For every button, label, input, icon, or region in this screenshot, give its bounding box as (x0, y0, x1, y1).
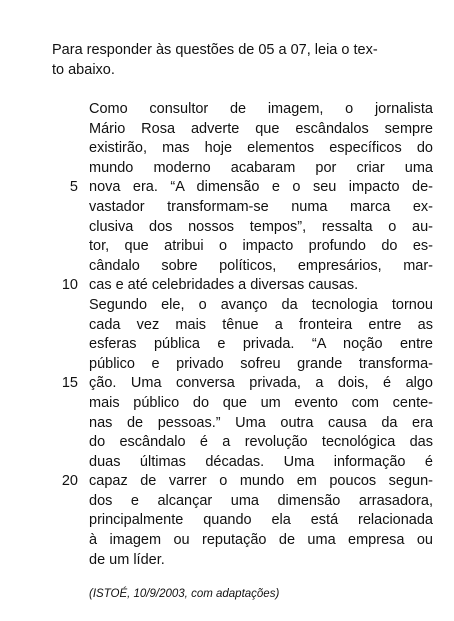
passage-line-text: do escândalo é a revolução tecnológica das (89, 434, 433, 451)
instructions (52, 40, 442, 80)
passage-line (0, 120, 454, 140)
passage-line-text: Segundo ele, o avanço da tecnologia tornou (89, 296, 433, 313)
passage-line (0, 276, 454, 296)
passage-line (0, 100, 454, 120)
passage-line-text: duas últimas décadas. Uma informação é (89, 453, 433, 470)
passage-line (0, 374, 454, 394)
passage-line (0, 198, 454, 218)
passage-line-text: mundo moderno acabaram por criar uma (89, 159, 433, 176)
passage-line (0, 453, 454, 473)
passage-line (0, 511, 454, 531)
passage-line-text: cada vez mais tênue a fronteira entre as (89, 316, 433, 333)
passage-line (0, 139, 454, 159)
passage-line-text: cas e até celebridades a diversas causas. (89, 277, 359, 294)
passage-line-text: mais público do que um evento com cente- (89, 394, 433, 411)
passage-line (0, 257, 454, 277)
reading-passage (0, 100, 454, 570)
passage-line (0, 355, 454, 375)
passage-line-text: à imagem ou reputação de uma empresa ou (89, 532, 433, 549)
passage-line-text: esferas pública e privada. “A noção entre (89, 336, 433, 353)
line-number: 15 (61, 375, 78, 392)
passage-line-text: Mário Rosa adverte que escândalos sempre (89, 120, 433, 137)
passage-line (0, 159, 454, 179)
passage-line-text: capaz de varrer o mundo em poucos segun- (89, 473, 433, 490)
passage-line (0, 178, 454, 198)
passage-line-text: clusiva dos nossos tempos”, ressalta o au- (89, 218, 433, 235)
passage-line (0, 394, 454, 414)
line-number: 20 (61, 473, 78, 490)
source-citation: (ISTOÉ, 10/9/2003, com adaptações) (89, 588, 280, 600)
passage-line-text: nova era. “A dimensão e o seu impacto de- (89, 179, 433, 196)
passage-line (0, 414, 454, 434)
line-number: 10 (61, 277, 78, 294)
passage-line-text: principalmente quando ela está relacionada (89, 512, 433, 529)
passage-line-text: de um líder. (89, 551, 165, 568)
passage-line-text: Como consultor de imagem, o jornalista (89, 101, 433, 117)
passage-line (0, 237, 454, 257)
passage-line-text: público e privado sofreu grande transforma- (89, 355, 433, 372)
passage-line-text: tor, que atribui o impacto profundo do es- (89, 238, 433, 255)
passage-line (0, 296, 454, 316)
passage-line (0, 472, 454, 492)
passage-line-text: ção. Uma conversa privada, a dois, é algo (89, 375, 433, 392)
passage-line-text: vastador transformam-se numa marca ex- (89, 198, 433, 215)
passage-line (0, 218, 454, 238)
line-number: 5 (69, 179, 78, 196)
passage-line (0, 316, 454, 336)
passage-line-text: existirão, mas hoje elementos específicos do (89, 140, 433, 157)
passage-line (0, 551, 454, 571)
passage-line (0, 433, 454, 453)
passage-line-text: cândalo sobre políticos, empresários, mar- (89, 257, 433, 274)
instructions-line-1: Para responder às questões de 05 a 07, leia o tex- (52, 42, 378, 58)
instructions-line-2: to abaixo. (52, 62, 115, 78)
passage-line (0, 335, 454, 355)
passage-line (0, 531, 454, 551)
passage-line-text: nas de pessoas.” Uma outra causa da era (89, 414, 433, 431)
passage-line-text: dos e alcançar uma dimensão arrasadora, (89, 492, 433, 509)
passage-line (0, 492, 454, 512)
